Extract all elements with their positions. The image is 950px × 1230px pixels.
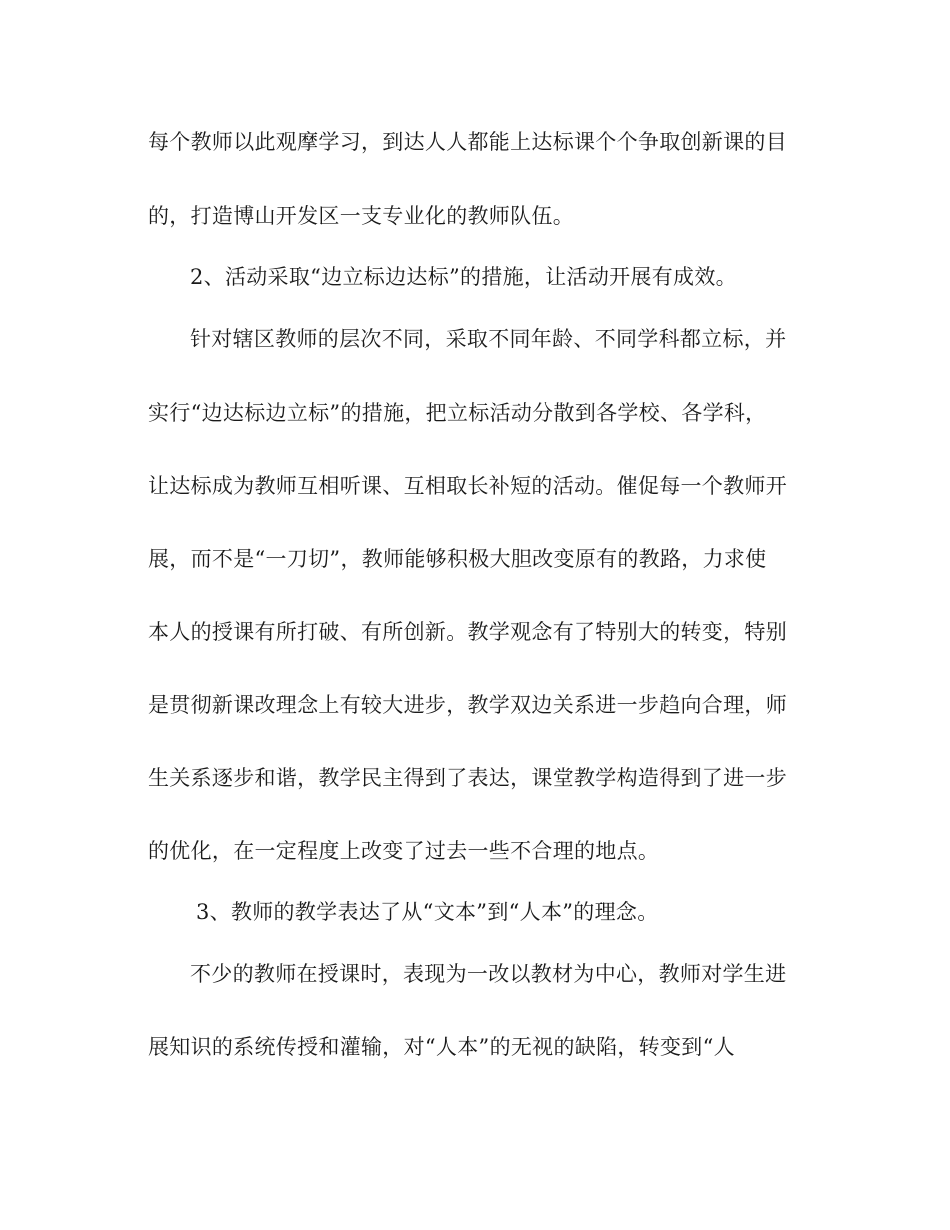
- text-line: 是贯彻新课改理念上有较大进步，教学双边关系进一步趋向合理，师: [148, 693, 787, 717]
- text-line: 生关系逐步和谐，教学民主得到了表达，课堂教学构造得到了进一步: [148, 766, 787, 790]
- text-line: 每个教师以此观摩学习，到达人人都能上达标课个个争取创新课的目: [148, 130, 787, 154]
- section-heading: 2、活动采取“边立标边达标”的措施，让活动开展有成效。: [190, 265, 737, 289]
- text-line: 的优化，在一定程度上改变了过去一些不合理的地点。: [148, 839, 660, 863]
- text-line: 本人的授课有所打破、有所创新。教学观念有了特别大的转变，特别: [148, 620, 787, 644]
- text-line: 实行“边达标边立标”的措施，把立标活动分散到各学校、各学科，: [148, 401, 767, 425]
- text-line: 展，而不是“一刀切”，教师能够积极大胆改变原有的教路，力求使: [148, 547, 767, 571]
- text-line: 让达标成为教师互相听课、互相取长补短的活动。催促每一个教师开: [148, 474, 787, 498]
- text-line: 展知识的系统传授和灌输，对“人本”的无视的缺陷，转变到“人: [148, 1035, 735, 1059]
- text-line: 不少的教师在授课时，表现为一改以教材为中心，教师对学生进: [190, 962, 787, 986]
- text-line: 的，打造博山开发区一支专业化的教师队伍。: [148, 204, 574, 228]
- text-line: 针对辖区教师的层次不同，采取不同年龄、不同学科都立标，并: [190, 327, 787, 351]
- section-heading: 3、教师的教学表达了从“文本”到“人本”的理念。: [196, 900, 659, 924]
